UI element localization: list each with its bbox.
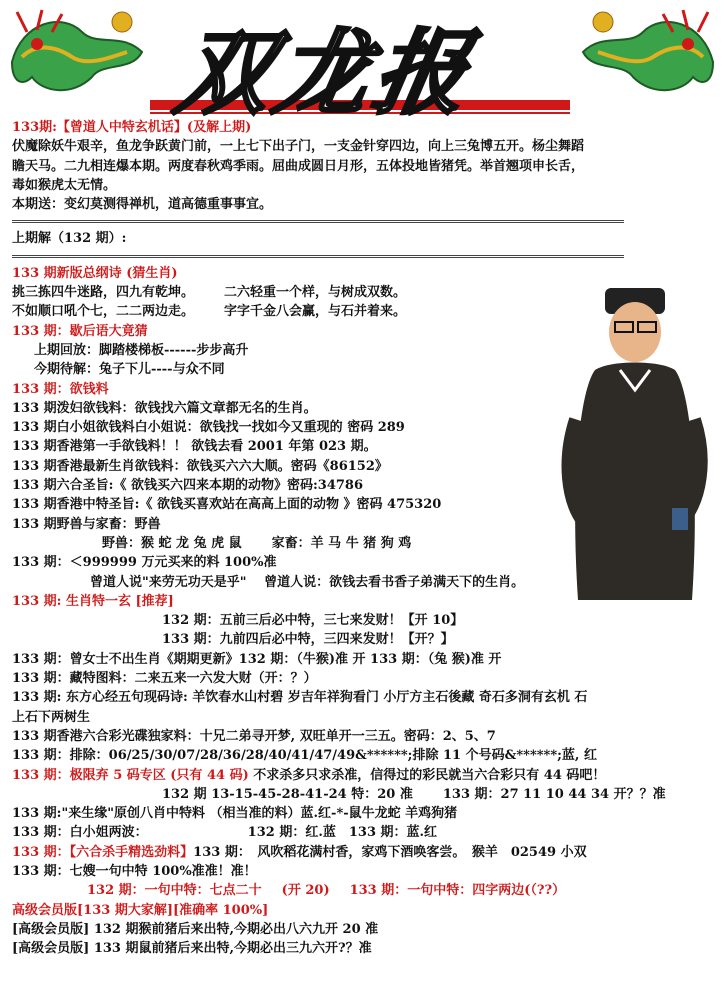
dragon-left-illustration [2,2,152,107]
text-line: 瞻天马。二九相连爆本期。两度春秋鸡季雨。屈曲成圆日月形，五体投地皆猪凭。举首翘项申长舌， [12,158,585,174]
section-title: 133 期：【六合杀手精选劲料】 [12,844,194,860]
text-line: 133 期白小姐欲钱料白小姐说：欲钱找一找如今又重现的 密码 289 [12,420,405,436]
poem-left: 挑三拣四牛迷路，四九有乾坤。 [12,285,195,301]
domestic-animals: 家畜：羊 马 牛 猪 狗 鸡 [271,535,412,551]
text-span: 132 期：一句中特：七点二十 [87,883,262,899]
text-line: 133 期香港中特圣旨:《 欲钱买喜欢站在高高上面的动物 》密码 475320 [12,497,442,513]
text-span: 132 期 13-15-45-28-41-24 特：20 准 [162,786,413,802]
text-line [12,823,717,842]
text-line [12,881,717,900]
text-line: 133 期：藏特图料：二来五来一六发大财（开：？） [12,671,317,687]
text-line: 133 期香港第一手欲钱料！！ 欲钱去看 2001 年第 023 期。 [12,439,377,455]
text-line: 133 期:"来生缘"原创八肖中特料 （相当准的料）蓝.红-*-鼠牛龙蛇 羊鸡狗猪 [12,806,458,822]
text-span: 133 期： 风吹稻花满村香，家鸡下酒唤客尝。 猴羊 02549 小双 [193,844,587,860]
text-span: 不求杀多只求杀准，信得过的彩民就当六合彩只有 44 码吧！ [248,767,606,783]
poem-line [12,302,717,321]
text-line: 曾道人说"来劳无功天是乎" 曾道人说：欲钱去看书香子弟满天下的生肖。 [90,574,525,590]
dragon-right-illustration [573,2,723,107]
text-line: 本期送：变幻莫测得禅机，道高德重事事宜。 [12,197,273,213]
text-line: 133 期：九前四后必中特，三四来发财！【开？】 [162,632,454,648]
text-line [12,766,717,785]
text-line [12,843,717,862]
text-line: 133 期：曾女士不出生肖《期期更新》132 期：（牛猴)准 开 133 期：（兔 猴)准 开 [12,651,502,667]
section-title: 133 期：歇后语大竟猜 [12,323,148,339]
animal-line [12,534,717,553]
recommend-badge: [推荐] [135,593,174,609]
section-title: 133 期：极限弃 5 码专区 (只有 44 码) [12,767,249,783]
text-line: 伏魔除妖牛艰辛，鱼龙争跃黄门前，一上七下出子门，一支金针穿四边，向上三兔博五开。杨尘舞蹈 [12,139,585,155]
text-span: 133 期：27 11 10 44 34 开？？准 [442,786,666,802]
text-line: 毒如猴虎太无情。 [12,177,117,193]
text-span: 132 期：红.蓝 133 期：蓝.红 [247,825,438,841]
masthead [0,0,725,127]
section-title-row [12,592,717,611]
section-title: 133期:【曾道人中特玄机话】(及解上期) [12,120,252,135]
poem-left: 不如顺口吼个七，二二两边走。 [12,304,195,320]
text-line: 133 期: 东方心经五句现码诗: 羊饮春水山村碧 岁吉年祥狗看门 小厅方主石後藏 奇石多洞有玄机 石 [12,690,588,706]
text-span: (开 20) [281,883,330,899]
text-line: 133 期泼妇欲钱料：欲钱找六篇文章都无名的生肖。 [12,400,317,416]
article-body [12,118,717,958]
text-line [12,785,717,804]
text-line: 133 期：七嫂一句中特 100%准准！准！ [12,863,257,879]
section-title: 133 期: 生肖特一玄 [12,593,136,609]
text-line: 133 期六合圣旨:《 欲钱买六四来本期的动物》密码:34786 [12,478,364,494]
text-line: 今期待解：兔子下儿----与众不同 [34,362,225,378]
divider [12,220,624,223]
poem-line [12,283,717,302]
text-line: 132 期：五前三后必中特，三七来发财！【开 10】 [162,613,464,629]
text-line: 133 期野兽与家畜：野兽 [12,516,161,532]
text-line: 133 期：＜999999 万元买来的料 100%准 [12,555,277,571]
text-line: 133 期香港最新生肖欲钱料：欲钱买六六大顺。密码《86152》 [12,458,388,474]
text-line: 133 期：排除：06/25/30/07/28/36/28/40/41/47/49&******;排除 11 个号码&******;蓝, 红 [12,748,597,764]
text-line: 上石下两树生 [12,709,91,725]
section-title: 133 期新版总纲诗 (猜生肖) [12,265,178,281]
text-line: [高级会员版] 133 期鼠前猪后来出特,今期必出三九六开?？准 [12,941,372,957]
poem-right: 二六轻重一个样，与树成双数。 [224,285,407,301]
divider [12,255,624,258]
text-line: 上期解（132 期）: [12,231,127,247]
text-line: 上期回放：脚踏楼梯板------步步高升 [34,342,249,358]
section-title: 133 期：欲钱料 [12,381,109,397]
poem-right: 字字千金八会赢，与石并着来。 [224,304,407,320]
text-span: 133 期：一句中特：四字两边(（??） [349,883,566,899]
section-title: 高级会员版[133 期大家解][准确率 100%] [12,902,269,918]
text-line: [高级会员版] 132 期猴前猪后来出特,今期必出八六九开 20 准 [12,921,379,937]
text-span: 133 期：白小姐两波： [12,825,148,841]
masthead-logo: 双龙报 [169,19,483,127]
text-line: 133 期香港六合彩光碟独家料：十兄二弟寻开梦, 双旺单开一三五。密码：2、5、7 [12,728,496,744]
wild-animals: 野兽：猴 蛇 龙 兔 虎 鼠 [102,535,242,551]
